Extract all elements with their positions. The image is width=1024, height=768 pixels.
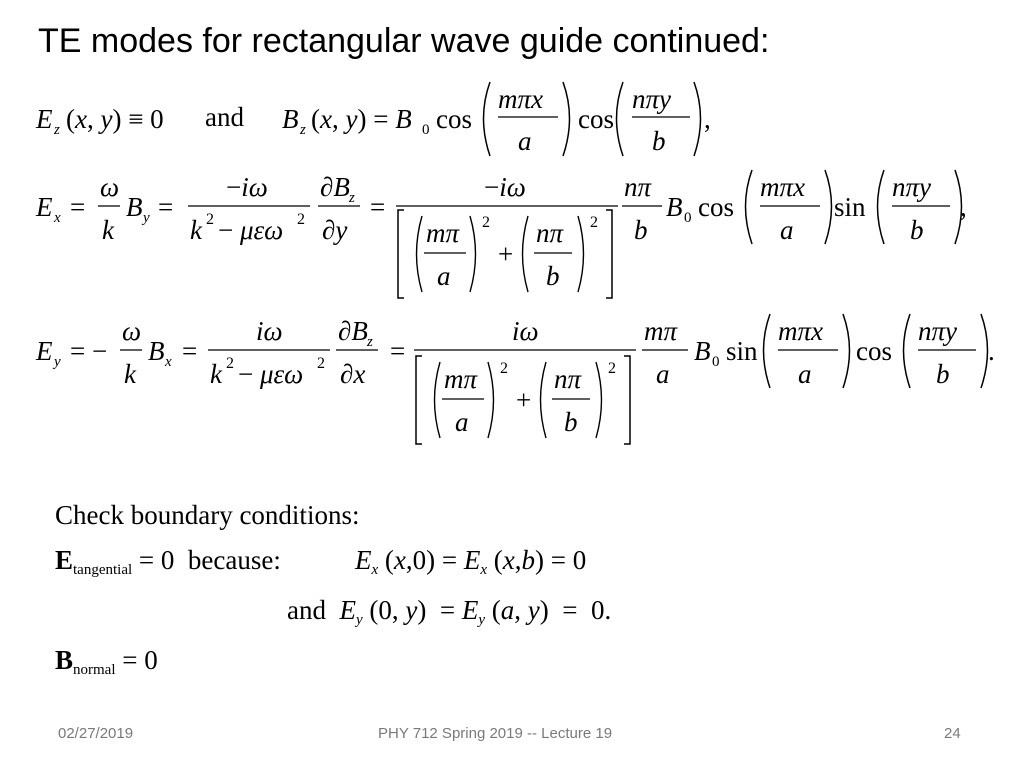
svg-text:−iω: −iω: [484, 172, 526, 202]
svg-text:iω: iω: [256, 316, 283, 346]
svg-text:B: B: [148, 336, 165, 366]
svg-text:a: a: [780, 215, 794, 245]
svg-text:− μεω: − μεω: [238, 359, 304, 389]
svg-text:0: 0: [712, 354, 720, 370]
svg-text:− μεω: − μεω: [218, 215, 284, 245]
footer-page-number: 24: [944, 725, 961, 742]
svg-text:ω: ω: [100, 172, 120, 202]
svg-text:k: k: [210, 359, 222, 389]
svg-text:z: z: [54, 122, 60, 138]
svg-text:y: y: [54, 354, 61, 370]
svg-text:∂B: ∂B: [320, 172, 350, 202]
svg-text:cos: cos: [856, 336, 892, 366]
svg-text:(x, y) ≡ 0: (x, y) ≡ 0: [66, 104, 164, 134]
svg-text:+: +: [516, 385, 532, 415]
svg-text:2: 2: [500, 360, 508, 377]
svg-text:nπy: nπy: [918, 316, 958, 346]
svg-text:a: a: [437, 261, 451, 291]
svg-text:sin: sin: [726, 336, 758, 366]
svg-text:k: k: [190, 215, 202, 245]
svg-text:0: 0: [422, 122, 430, 138]
svg-text:nπy: nπy: [632, 84, 672, 114]
svg-text:,: ,: [960, 192, 967, 222]
because-label: because:: [187, 545, 281, 575]
svg-text:mπ: mπ: [644, 316, 678, 346]
svg-text:∂y: ∂y: [322, 215, 348, 245]
svg-text:and: and: [205, 102, 244, 132]
svg-text:=: =: [370, 192, 386, 222]
equation-line-ex: [35, 170, 967, 298]
svg-text:=: =: [158, 192, 174, 222]
e-tangential-rhs: = 0: [138, 545, 175, 575]
svg-text:cos: cos: [578, 104, 614, 134]
svg-text:b: b: [546, 261, 560, 291]
svg-text:x: x: [165, 354, 172, 370]
svg-text:y: y: [143, 210, 150, 226]
svg-text:iω: iω: [512, 316, 539, 346]
svg-text:E: E: [36, 104, 53, 134]
svg-text:B: B: [666, 192, 683, 222]
svg-text:2: 2: [482, 214, 490, 231]
svg-text:∂x: ∂x: [340, 359, 366, 389]
e-tangential-subscript: tangential: [73, 562, 133, 578]
svg-text:mπx: mπx: [760, 172, 806, 202]
svg-text:b: b: [910, 215, 924, 245]
svg-text:2: 2: [226, 355, 234, 372]
ey-boundary-equation: and $E_y$ (0, $y) = E_y$ (a, y) = 0.: [287, 595, 612, 628]
svg-text:=: =: [390, 336, 406, 366]
svg-text:z: z: [349, 190, 355, 206]
svg-text:ω: ω: [122, 316, 142, 346]
svg-text:a: a: [455, 407, 469, 437]
svg-text:b: b: [564, 407, 578, 437]
svg-text:mπ: mπ: [444, 364, 478, 394]
and-label: and: [287, 595, 326, 625]
svg-text:= −: = −: [70, 336, 108, 366]
svg-text:2: 2: [297, 211, 305, 228]
svg-text:2: 2: [590, 214, 598, 231]
svg-text:∂B: ∂B: [338, 316, 368, 346]
svg-text:b: b: [652, 126, 666, 156]
svg-text:−iω: −iω: [226, 172, 268, 202]
svg-text:k: k: [102, 215, 114, 245]
svg-text:x: x: [54, 210, 61, 226]
svg-text:a: a: [798, 359, 812, 389]
slide-title: TE modes for rectangular wave guide continued:: [38, 22, 770, 60]
svg-text:E: E: [36, 192, 53, 222]
footer-course: PHY 712 Spring 2019 -- Lecture 19: [378, 725, 613, 742]
equation-line-ey: [35, 314, 995, 444]
b-normal-subscript: normal: [73, 662, 116, 678]
equation-line-1: [35, 82, 711, 156]
svg-text:2: 2: [317, 355, 325, 372]
svg-text:(x, y) = B: (x, y) = B: [311, 104, 412, 134]
b-normal-rhs: = 0: [122, 645, 158, 675]
svg-text:nπ: nπ: [554, 364, 582, 394]
svg-text:.: .: [988, 336, 995, 366]
svg-text:mπx: mπx: [778, 316, 824, 346]
footer-date: 02/27/2019: [58, 725, 134, 742]
svg-text:mπ: mπ: [426, 218, 460, 248]
svg-text:+: +: [498, 239, 514, 269]
svg-text:cos: cos: [698, 192, 734, 222]
svg-text:=: =: [70, 192, 86, 222]
e-tangential-condition: $E_{tangential} = 0$ because:: [55, 545, 281, 578]
svg-text:B: B: [126, 192, 143, 222]
svg-text:2: 2: [206, 211, 214, 228]
svg-text:nπy: nπy: [892, 172, 932, 202]
svg-text:sin: sin: [834, 192, 866, 222]
svg-text:mπx: mπx: [498, 84, 544, 114]
b-normal-condition: $B_{normal} = 0$: [55, 645, 158, 678]
svg-text:cos: cos: [436, 104, 472, 134]
svg-text:0: 0: [684, 210, 692, 226]
svg-text:z: z: [367, 334, 373, 350]
svg-text:z: z: [300, 122, 306, 138]
svg-text:B: B: [282, 104, 299, 134]
svg-text:nπ: nπ: [536, 218, 564, 248]
check-boundary-label: Check boundary conditions:: [55, 500, 360, 530]
svg-text:,: ,: [704, 104, 711, 134]
svg-text:B: B: [694, 336, 711, 366]
svg-text:=: =: [182, 336, 198, 366]
svg-text:k: k: [124, 359, 136, 389]
svg-text:b: b: [936, 359, 950, 389]
ex-boundary-equation: $E_x$ $(x,0) = E_x$ (x,b) = 0: [355, 545, 587, 578]
svg-text:a: a: [518, 126, 532, 156]
svg-text:2: 2: [608, 360, 616, 377]
svg-text:E: E: [36, 336, 53, 366]
svg-text:nπ: nπ: [624, 172, 652, 202]
svg-text:b: b: [634, 215, 648, 245]
svg-text:a: a: [656, 359, 670, 389]
